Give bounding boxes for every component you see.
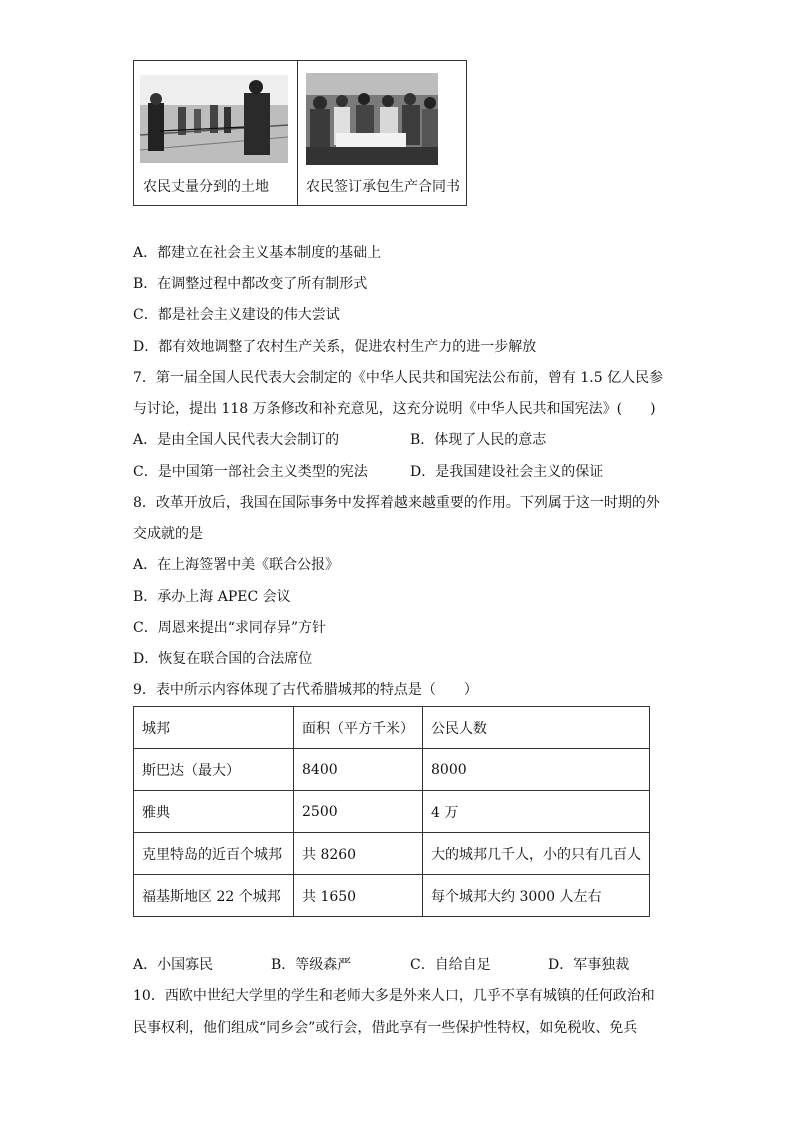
table-row bbox=[134, 875, 650, 917]
q6-option-d: D．都有效地调整了农村生产关系，促进农村生产力的进一步解放 bbox=[133, 339, 537, 355]
photo-farmers-signing-contract bbox=[306, 73, 438, 165]
q8-stem-line1: 8．改革开放后，我国在国际事务中发挥着越来越重要的作用。下列属于这一时期的外 bbox=[133, 495, 660, 511]
table-cell: 4 万 bbox=[423, 791, 650, 833]
q9-stem: 9．表中所示内容体现了古代希腊城邦的特点是（ ） bbox=[133, 682, 478, 698]
q9-option-b: B．等级森严 bbox=[271, 957, 352, 973]
q6-option-a: A．都建立在社会主义基本制度的基础上 bbox=[133, 245, 382, 261]
q6-option-c: C．都是社会主义建设的伟大尝试 bbox=[133, 307, 340, 323]
q10-stem-line1: 10．西欧中世纪大学里的学生和老师大多是外来人口，几乎不享有城镇的任何政治和 bbox=[133, 988, 655, 1004]
q7-option-b: B．体现了人民的意志 bbox=[410, 432, 547, 448]
table-cell: 共 1650 bbox=[294, 875, 423, 917]
figure-caption-right: 农民签订承包生产合同书 bbox=[306, 179, 460, 195]
q7-stem-line1: 7．第一届全国人民代表大会制定的《中华人民共和国宪法公布前，曾有 1.5 亿人民参 bbox=[133, 370, 664, 386]
table-header-cell: 城邦 bbox=[134, 707, 294, 749]
table-cell: 2500 bbox=[294, 791, 423, 833]
figure-divider bbox=[297, 61, 298, 205]
q8-option-c: C．周恩来提出“求同存异”方针 bbox=[133, 620, 327, 636]
table-row bbox=[134, 749, 650, 791]
q7-option-d: D．是我国建设社会主义的保证 bbox=[410, 464, 604, 480]
table-header-cell: 公民人数 bbox=[423, 707, 650, 749]
table-cell: 每个城邦大约 3000 人左右 bbox=[423, 875, 650, 917]
photo-farmers-measuring-land bbox=[140, 75, 288, 163]
q8-stem-line2: 交成就的是 bbox=[133, 526, 203, 542]
table-cell: 大的城邦几千人，小的只有几百人 bbox=[423, 833, 650, 875]
q6-option-b: B．在调整过程中都改变了所有制形式 bbox=[133, 276, 368, 292]
q7-option-a: A．是由全国人民代表大会制订的 bbox=[133, 432, 340, 448]
table-cell: 福基斯地区 22 个城邦 bbox=[134, 875, 294, 917]
table-cell: 雅典 bbox=[134, 791, 294, 833]
table-row bbox=[134, 833, 650, 875]
q10-stem-line2: 民事权利，他们组成“同乡会”或行会，借此享有一些保护性特权，如免税收、免兵 bbox=[133, 1020, 638, 1036]
q9-option-d: D．军事独裁 bbox=[548, 957, 630, 973]
table-header-cell: 面积（平方千米） bbox=[294, 707, 423, 749]
table-row bbox=[134, 791, 650, 833]
figure-caption-left: 农民丈量分到的土地 bbox=[143, 179, 269, 195]
q9-option-a: A．小国寡民 bbox=[133, 957, 214, 973]
city-state-table bbox=[133, 706, 650, 917]
q8-option-b: B．承办上海 APEC 会议 bbox=[133, 589, 291, 605]
q9-option-c: C．自给自足 bbox=[410, 957, 491, 973]
table-cell: 共 8260 bbox=[294, 833, 423, 875]
q7-stem-line2: 与讨论，提出 118 万条修改和补充意见，这充分说明《中华人民共和国宪法》( ) bbox=[133, 401, 656, 417]
table-cell: 8400 bbox=[294, 749, 423, 791]
q7-option-c: C．是中国第一部社会主义类型的宪法 bbox=[133, 464, 368, 480]
table-header-row bbox=[134, 707, 650, 749]
table-cell: 斯巴达（最大） bbox=[134, 749, 294, 791]
q8-option-a: A．在上海签署中美《联合公报》 bbox=[133, 557, 340, 573]
table-cell: 8000 bbox=[423, 749, 650, 791]
figure-table bbox=[133, 60, 467, 206]
q8-option-d: D．恢复在联合国的合法席位 bbox=[133, 651, 313, 667]
table-cell: 克里特岛的近百个城邦 bbox=[134, 833, 294, 875]
